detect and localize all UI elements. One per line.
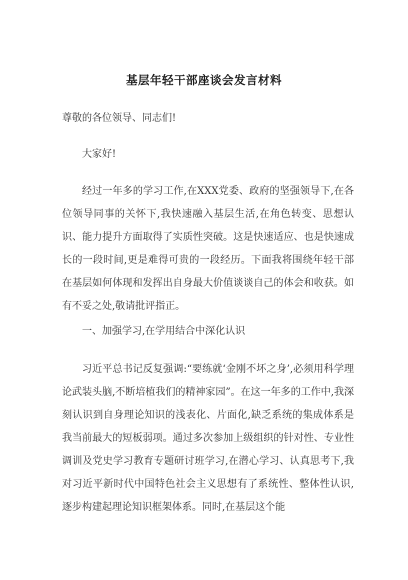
greeting: 大家好!	[82, 149, 117, 160]
section-heading: 一、加强学习,在学用结合中深化认识	[82, 326, 246, 337]
intro-paragraph: 经过一年多的学习工作,在XXX党委、政府的坚强领导下,在各位领导同事的关怀下,我快速融入基层生活,在角色转变、思想认识、能力提升方面取得了实质性突破。这是快速适应、也是快速成长的一段时间,更是难得可贵的一段经历。下面我将围绕年轻干部在基层如何体现和发挥出自身最大价值谈谈自己的体会和收获。如有不妥之处,敬请批评指正。	[62, 186, 354, 312]
salutation: 尊敬的各位领导、同志们!	[62, 113, 177, 124]
document-title: 基层年轻干部座谈会发言材料	[126, 73, 282, 87]
section-paragraph: 习近平总书记反复强调:“要练就‘金刚不坏之身’,必须用科学理论武装头脑,不断培植我们的精神家园”。在这一年多的工作中,我深刻认识到自身理论知识的浅表化、片面化,缺乏系统的集成体系是我当前最大的短板弱项。通过多次参加上级组织的针对性、专业性调训及党史学习教育专题研讨班学习,在潜心学习、认真思考下,我对习近平新时代中国特色社会主义思想有了系统性、整体性认识,逐步构建起理论知识框架体系。同时,在基层这个能	[62, 364, 354, 513]
